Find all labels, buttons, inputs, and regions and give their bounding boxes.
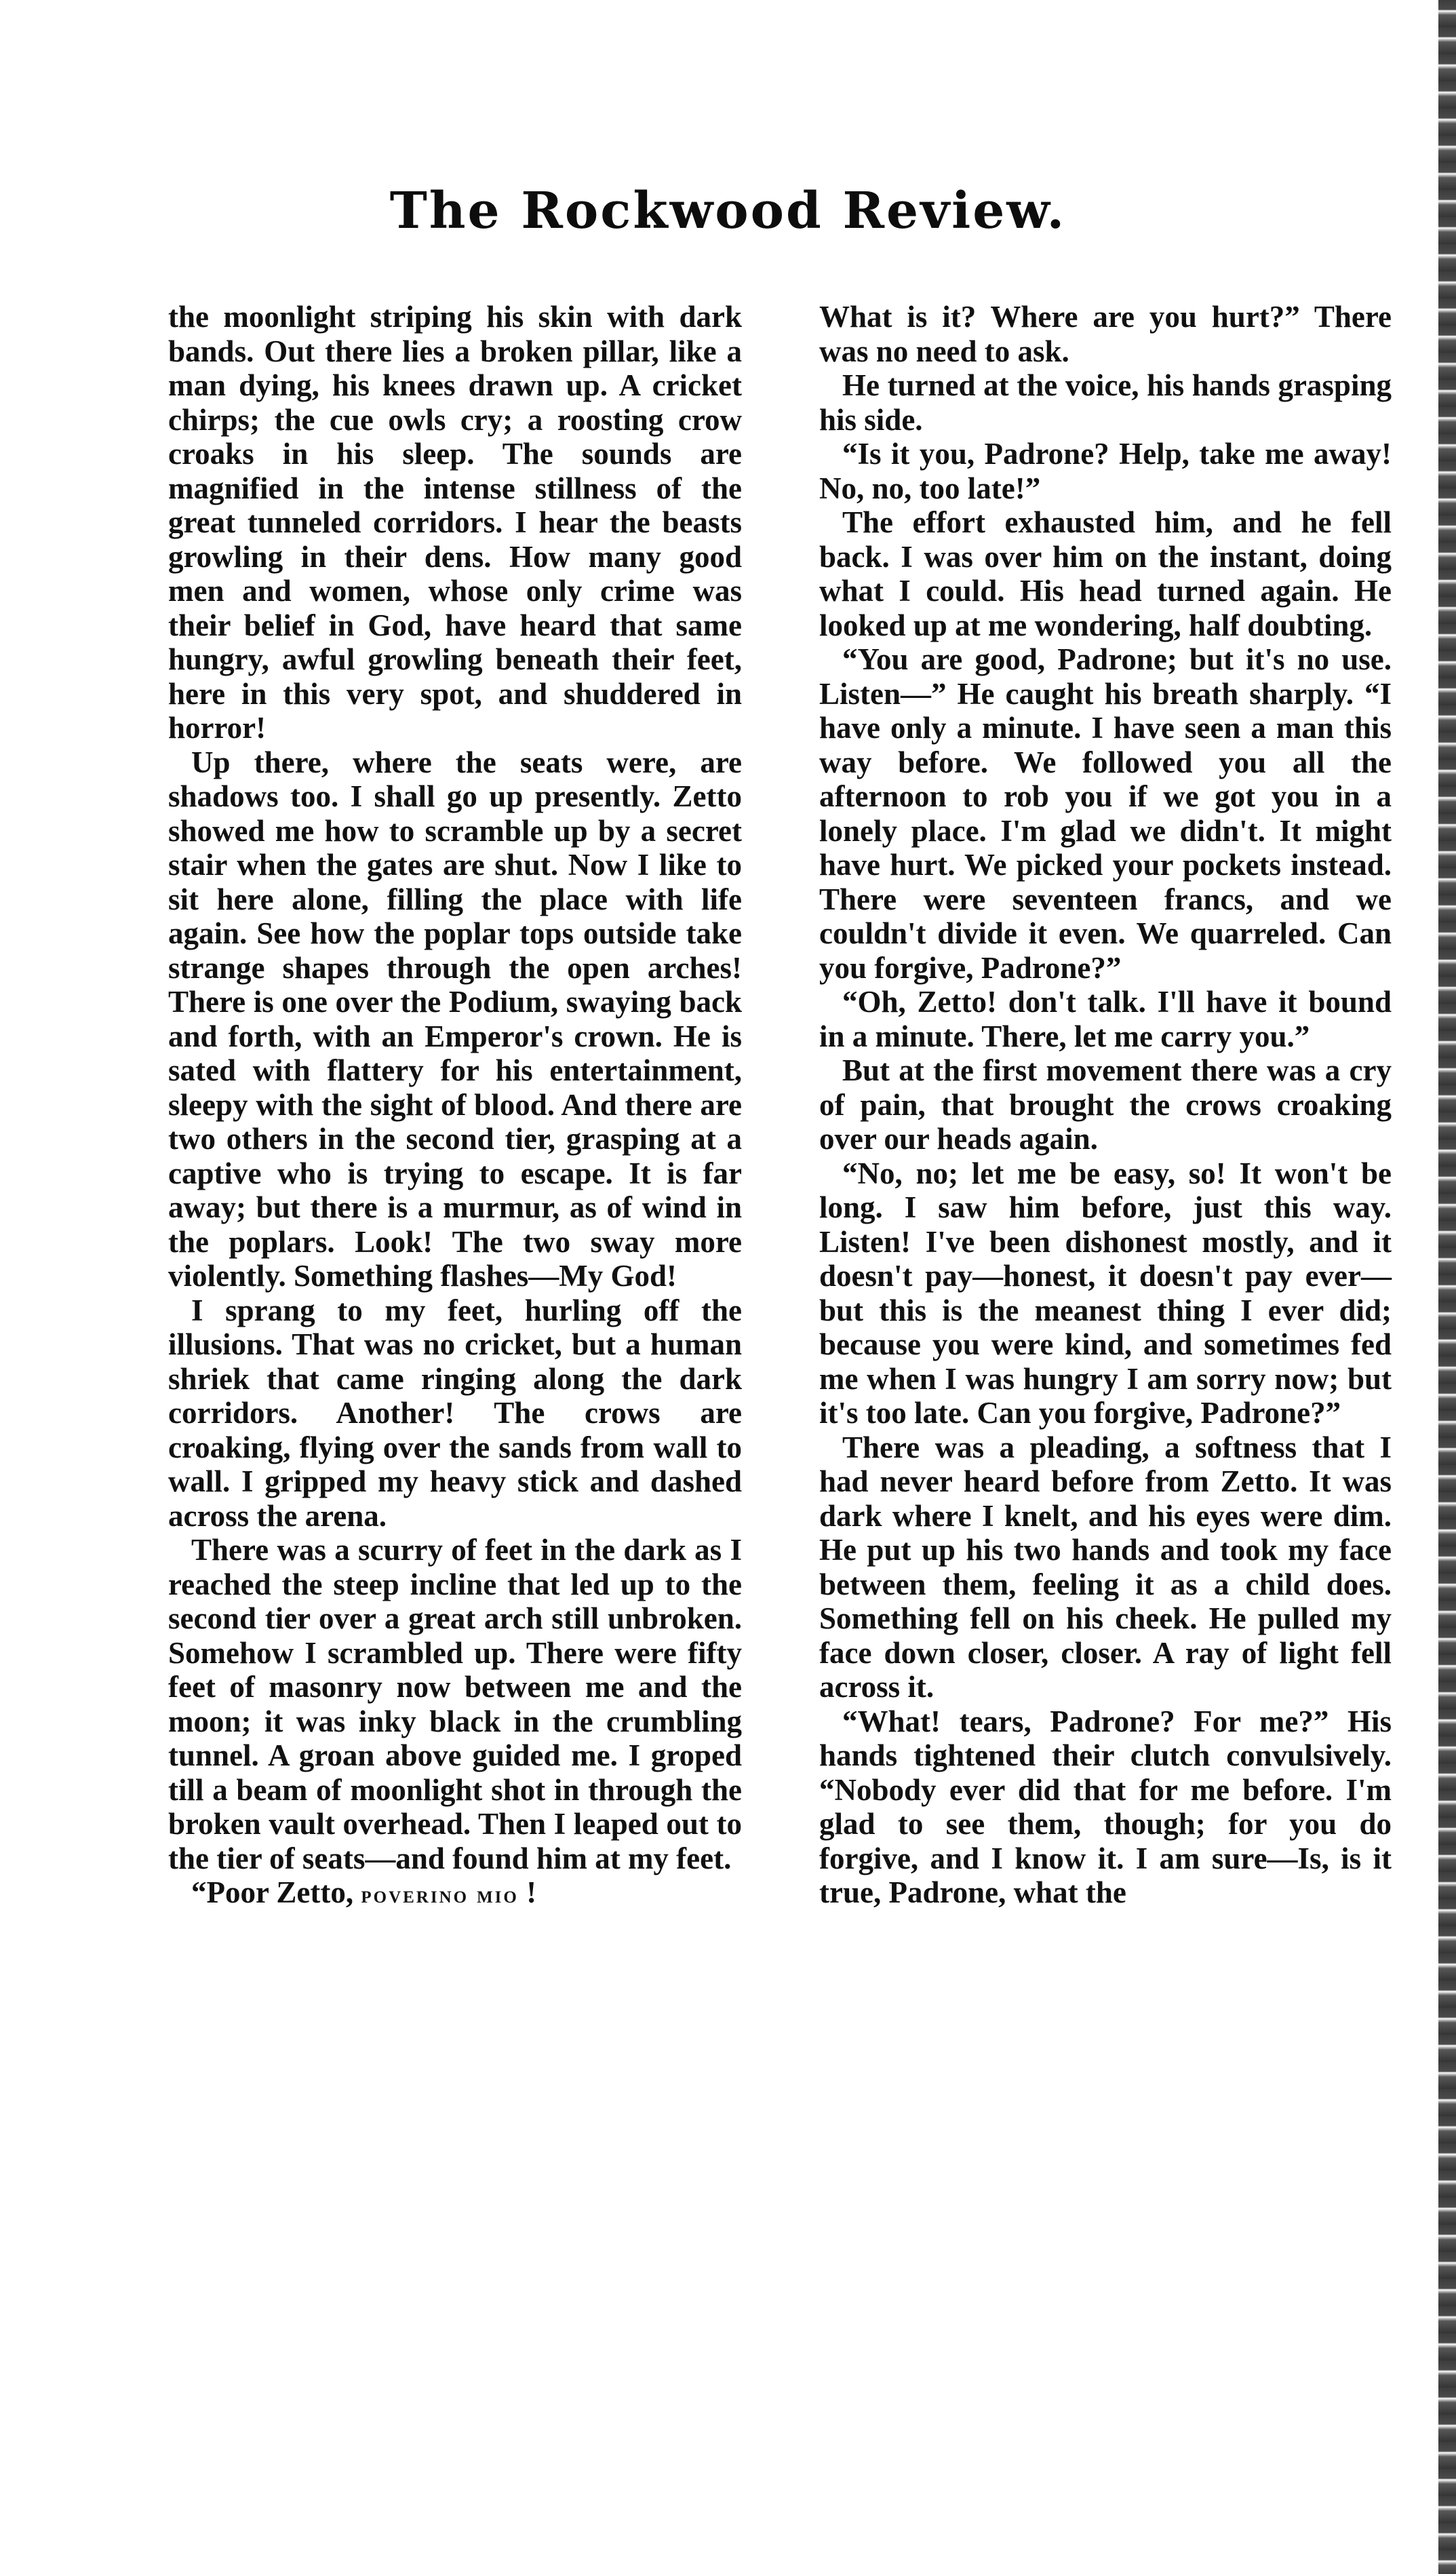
paragraph: “You are good, Padrone; but it's no use. Listen—” He caught his breath sharply. “I have only a minute. I have seen a man this way before. We followed you all the afternoon to rob you if we got you in a lonely place. I'm glad we didn't. It might have hurt. We picked your pockets instead. There were seventeen francs, and we couldn't divide it even. We quarreled. Can you forgive, Padrone?” [819,642,1392,985]
paragraph [168,1875,742,1912]
page-header-title: The Rockwood Review. [389,182,1067,240]
paragraph: There was a pleading, a softness that I had never heard before from Zetto. It was dark where I knelt, and his eyes were dim. He put up his two hands and took my face between them, feeling it as a child does. Something fell on his cheek. He pulled my face down closer, closer. A ray of light fell across it. [819,1430,1392,1704]
paragraph: “Is it you, Padrone? Help, take me away! No, no, too late!” [819,437,1392,505]
left-column [168,300,742,1912]
paragraph: I sprang to my feet, hurling off the illusions. That was no cricket, but a human shriek that came ringing along the dark corridors. Another! The crows are croaking, flying over the sands from wall to wall. I gripped my heavy stick and dashed across the arena. [168,1293,742,1533]
paragraph: He turned at the voice, his hands grasping his side. [819,368,1392,437]
paragraph: “What! tears, Padrone? For me?” His hands tightened their clutch convulsively. “Nobody ever did that for me before. I'm glad to see them, though; for you do forgive, and I know it. I am sure—Is, is it true, Padrone, what the [819,1704,1392,1909]
paragraph: the moonlight striping his skin with dark bands. Out there lies a broken pillar, like a man dying, his knees drawn up. A cricket chirps; the cue owls cry; a roosting crow croaks in his sleep. The sounds are magnified in the intense stillness of the great tunneled corridors. I hear the beasts growling in their dens. How many good men and women, whose only crime was their belief in God, have heard that same hungry, awful growling beneath their feet, here in this very spot, and shuddered in horror! [168,300,742,745]
right-column [819,300,1392,1910]
paragraph: “Oh, Zetto! don't talk. I'll have it bound in a minute. There, let me carry you.” [819,985,1392,1053]
paragraph: “No, no; let me be easy, so! It won't be long. I saw him before, just this way. Listen! I've been dishonest mostly, and it doesn't pay—honest, it doesn't pay ever—but this is the meanest thing I ever did; because you were kind, and sometimes fed me when I was hungry I am sorry now; but it's too late. Can you forgive, Padrone?” [819,1156,1392,1430]
paragraph: Up there, where the seats were, are shadows too. I shall go up presently. Zetto showed me how to scramble up by a secret stair when the gates are shut. Now I like to sit here alone, filling the place with life again. See how the poplar tops outside take strange shapes through the open arches! There is one over the Podium, swaying back and forth, with an Emperor's crown. He is sated with flattery for his entertainment, sleepy with the sight of blood. And there are two others in the second tier, grasping at a captive who is trying to escape. It is far away; but there is a murmur, as of wind in the poplars. Look! The two sway more violently. Something flashes—My God! [168,745,742,1293]
paragraph: What is it? Where are you hurt?” There was no need to ask. [819,300,1392,368]
paragraph-text: ! [526,1875,537,1909]
paragraph-text: “Poor Zetto, [191,1875,354,1909]
paragraph: There was a scurry of feet in the dark as I reached the steep incline that led up to the second tier over a great arch still unbroken. Somehow I scrambled up. There were fifty feet of masonry now between me and the moon; it was inky black in the crumbling tunnel. A groan above guided me. I groped till a beam of moonlight shot in through the broken vault overhead. Then I leaped out to the tier of seats—and found him at my feet. [168,1533,742,1875]
paragraph: But at the first movement there was a cry of pain, that brought the crows croaking over our heads again. [819,1053,1392,1156]
italian-phrase: poverino mio [361,1881,519,1908]
paragraph: The effort exhausted him, and he fell back. I was over him on the instant, doing what I could. His head turned again. He looked up at me wondering, half doubting. [819,505,1392,642]
page-edge-shadow [1438,0,1456,2574]
